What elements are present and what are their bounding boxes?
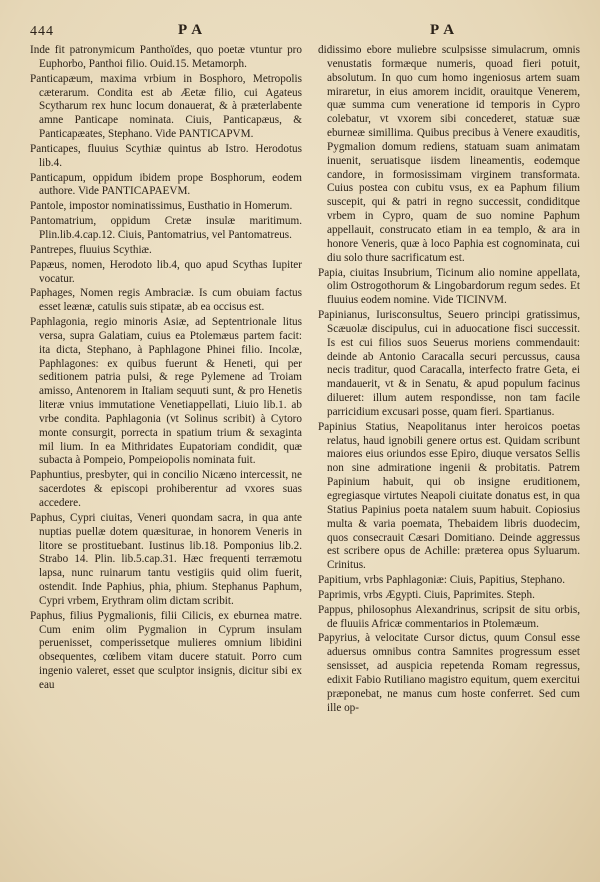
dictionary-entry: Papia, ciuitas Insubrium, Ticinum alio nomine appellata, olim Ostrogothorum & Lingobardorum regum sedes. Et fluuius eodem nomine. Vide TICINVM. bbox=[318, 266, 580, 307]
dictionary-entry: Panticapum, oppidum ibidem prope Bosphorum, eodem authore. Vide PANTICAPAEVM. bbox=[30, 171, 302, 198]
dictionary-entry: Panticapæum, maxima vrbium in Bosphoro, Metropolis cæterarum. Condita est ab Æetæ filio, cui Agateus Scytharum rex hunc locum donauerat, & à præterlabente amne Panticape nominata. Ciuis, Panticapæus, & Panticapæates, Stephano. Vide PANTICAPVM. bbox=[30, 72, 302, 141]
dictionary-entry: Papæus, nomen, Herodoto lib.4, quo apud Scythas Iupiter vocatur. bbox=[30, 258, 302, 285]
running-header bbox=[30, 22, 574, 44]
dictionary-entry: Paphuntius, presbyter, qui in concilio Nicæno intercessit, ne sacerdotes & episcopi prohiberentur ad vxores suas accedere. bbox=[30, 469, 302, 509]
dictionary-entry: Paphus, filius Pygmalionis, filii Cilicis, ex eburnea matre. Cum enim olim Pygmalion in Cyprum insulam peruenisset, comperissetque mulieres omnium libidini obsequentes, cœlibem vitam ducere statuit. Porro cum ingenio valeret, esset que sculptor insignis, dicitur sibi ex eau bbox=[30, 609, 302, 691]
dictionary-entry: Paphlagonia, regio minoris Asiæ, ad Septentrionale litus versa, supra Galatiam, cuius ea Ptolemæus partem facit: ita dicta, Stephano, à Paphlagone Phinei filio. Incolæ, Paphlagones: ex quibus fuerunt & Heneti, qui per seditionem patria pulsi, & rege Pylemene ad Troiam amisso, Antenorem in Italiam sequuti sunt, & pro Henetis literæ vnius immutatione Venetiappellati, Liuio lib.1. ab vrbe condita. Paphlagonia (vt Solinus scribit) à Cytoro monte consurgit, porrecta in spatium trium & sexaginta mil lium. In ea Mithridates Eupatoriam condidit, quæ subacta à Pompeio, Pompeiopolis nominata fuit. bbox=[30, 316, 302, 467]
dictionary-entry: Paphus, Cypri ciuitas, Veneri quondam sacra, in qua ante nuptias puellæ dotem quæsiturae, in honorem Veneris in litore se prostituebant. Iustinus lib.18. Pomponius lib.2. Strabo 14. Plin. lib.5.cap.31. Hæc frequenti terræmotu lapsa, nunc ruinarum tantu vestigiis quid olim fuerit, ostendit. Inde Paphius, phia, phium. Stephanus Paphum, Cypri vrbem, Erythram olim dictam scribit. bbox=[30, 511, 302, 607]
right-column bbox=[318, 44, 580, 717]
page-number: 444 bbox=[30, 24, 54, 39]
dictionary-entry: Pantrepes, fluuius Scythiæ. bbox=[30, 243, 152, 256]
dictionary-entry: Panticapes, fluuius Scythiæ quintus ab Istro. Herodotus lib.4. bbox=[30, 142, 302, 169]
dictionary-entry: Papyrius, à velocitate Cursor dictus, quum Consul esse aduersus omnibus contra Samnites progressum esset sensisset, ad auspicia repetenda Romam regressus, edixit Fabio Rutiliano magistro equitum, quem exercitui præponebat, ne manus cum hoste conferret. Sed cum ille op- bbox=[318, 632, 580, 714]
dictionary-entry: Papinius Statius, Neapolitanus inter heroicos poetas relatus, haud ignobili genere ortus est. Quidam scribunt maiores eius oriundos esse Epiro, diuque versatos Sellis non sine admiratione ingenii & probitatis. Patrem Papinium habuit, qui ob insigne eruditionem, egregiasque virtutes Neapoli ciuitate donatus est, in qua Statius Papinius poeta natalem suum habuit. Copiosius multa & varia poemata, Thebaidem libris duodecim, quos consecrauit Cæsari Domitiano. Deinde aggressus est scribere opus de Achille: præterea opus Syluarum. Crinitus. bbox=[318, 420, 580, 572]
dictionary-entry: Inde fit patronymicum Panthoïdes, quo poetæ vtuntur pro Euphorbo, Panthoi filio. Ouid.15. Metamorph. bbox=[30, 44, 302, 70]
dictionary-entry: Paprimis, vrbs Ægypti. Ciuis, Paprimites. Steph. bbox=[318, 588, 535, 601]
dictionary-entry: Papinianus, Iurisconsultus, Seuero principi gratissimus, Scæuolæ discipulus, cui in aduocatione fisci successit. Is est cui filios suos Seuerus moriens commendauit: deinde ab Antonio Caracalla securi percussus, causa necis traditur, quod Caracalla, interfecto fratre Geta, ei mandauerit, vt & in Senatu, & apud populum facinus dilueret: illum autem respondisse, non tam facile parricidium excusari posse, quam fieri. Spartianus. bbox=[318, 309, 580, 418]
dictionary-entry: Papitium, vrbs Paphlagoniæ: Ciuis, Papitius, Stephano. bbox=[318, 574, 566, 587]
dictionary-entry: Pappus, philosophus Alexandrinus, scripsit de situ orbis, de fluuiis Africæ commentarios in Ptolemæum. bbox=[318, 603, 580, 630]
dictionary-entry: Pantole, impostor nominatissimus, Eusthatio in Homerum. bbox=[30, 200, 293, 213]
right-running-head: P A bbox=[430, 22, 456, 38]
left-running-head: P A bbox=[178, 22, 204, 38]
left-column bbox=[30, 44, 302, 694]
dictionary-entry: didissimo ebore muliebre sculpsisse simulacrum, omnis venustatis formæque numeris, quoad fieri potuit, absolutum. In quo cum homo ingeniosus artem suam miraretur, in eius amorem incidit, orauitque Venerem, quæ summa cum veneratione id temporis in Cypro colebatur, vt vxorem sibi concederet, statuæ suæ eburneæ simillima. Quibus precibus à Venere exauditis, Pygmalion domum rediens, statuam suam animatam inuenit, seruatisque iisdem lineamentis, eodemque candore, in formosissimam virginem transformata. Cuius postea con cubitu vsus, ex ea Paphum filium suscepit, qui & patri in regno successit, condiditque vrbem in Cypro, quam de suo nomine Paphum appellauit, construcato etiam in ea templo, & ara in honore Veneris, quæ à loco Paphia est cognominata, cui diu solo thure sacrificatum est. bbox=[318, 44, 580, 264]
dictionary-entry: Pantomatrium, oppidum Cretæ insulæ maritimum. Plin.lib.4.cap.12. Ciuis, Pantomatrius, vel Pantomatreus. bbox=[30, 215, 302, 241]
dictionary-entry: Paphages, Nomen regis Ambraciæ. Is cum obuiam factus esset leænæ, catulis suis stipatæ, ab ea occisus est. bbox=[30, 287, 302, 314]
